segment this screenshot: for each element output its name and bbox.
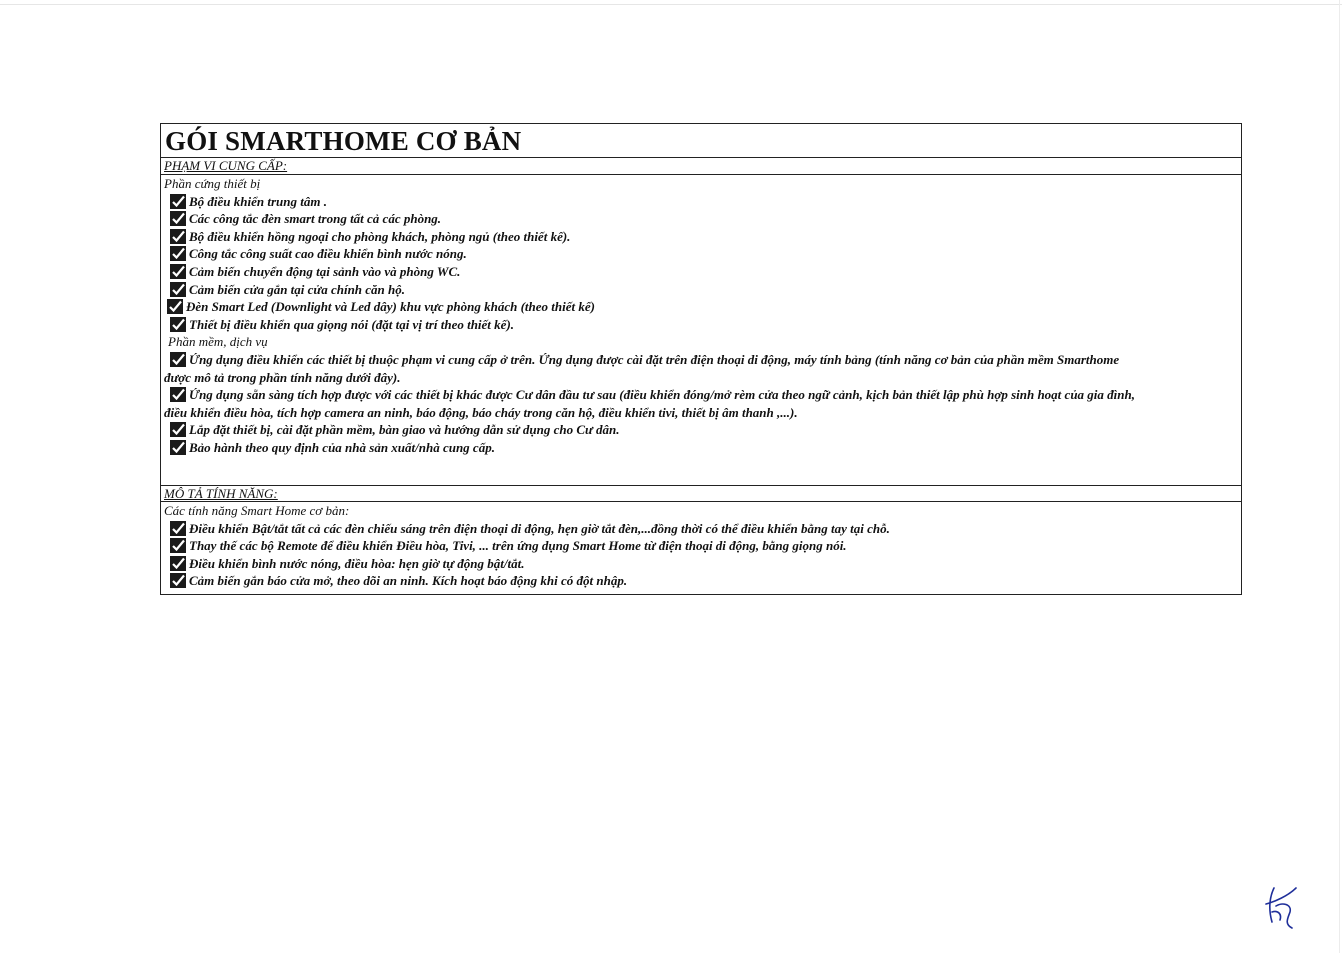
checked-box-icon	[170, 538, 186, 553]
list-item	[164, 316, 1237, 334]
list-item	[164, 439, 1237, 457]
hardware-heading: Phần cứng thiết bị	[164, 176, 261, 191]
hardware-item-7: Đèn Smart Led (Downlight và Led dây) khu vực phòng khách (theo thiết kế)	[186, 299, 595, 315]
hardware-item-6: Cảm biến cửa gắn tại cửa chính căn hộ.	[189, 281, 406, 297]
hardware-item-8: Thiết bị điều khiển qua giọng nói (đặt tại vị trí theo thiết kế).	[189, 316, 515, 332]
page-edge-right	[1339, 0, 1340, 953]
checked-box-icon	[170, 387, 186, 402]
software-item-1-line2: được mô tả trong phần tính năng dưới đây).	[164, 369, 401, 385]
list-item	[164, 537, 1237, 555]
list-item	[164, 421, 1237, 439]
list-item	[164, 572, 1237, 590]
checked-box-icon	[170, 194, 186, 209]
checked-box-icon	[170, 282, 186, 297]
list-item	[164, 228, 1237, 246]
hardware-item-3: Bộ điều khiển hồng ngoại cho phòng khách, phòng ngủ (theo thiết kế).	[189, 228, 571, 244]
checked-box-icon	[170, 422, 186, 437]
feature-item-1: Điều khiển Bật/tắt tất cả các đèn chiếu sáng trên điện thoại di động, hẹn giờ tắt đèn,...đồng thời có thể điều khiển bằng tay tại chỗ.	[189, 520, 890, 536]
hardware-item-1: Bộ điều khiển trung tâm .	[189, 193, 327, 209]
features-heading: Các tính năng Smart Home cơ bản:	[164, 503, 350, 518]
feature-item-2: Thay thế các bộ Remote để điều khiển Điều hòa, Tivi, ... trên ứng dụng Smart Home từ điện thoại di động, bằng giọng nói.	[189, 538, 847, 554]
list-item	[164, 245, 1237, 263]
list-item	[164, 210, 1237, 228]
list-item	[164, 263, 1237, 281]
page-edge	[0, 4, 1342, 5]
features-body	[161, 502, 1241, 595]
software-heading: Phần mềm, dịch vụ	[168, 334, 268, 350]
checked-box-icon	[170, 440, 186, 455]
software-item-2-line2: điều khiển điều hòa, tích hợp camera an ninh, báo động, báo cháy trong căn hộ, điều khiển tivi, thiết bị âm thanh ,...).	[164, 404, 798, 420]
checked-box-icon	[170, 521, 186, 536]
hardware-item-2: Các công tắc đèn smart trong tất cả các phòng.	[189, 211, 442, 227]
list-item	[164, 520, 1237, 538]
checked-box-icon	[170, 246, 186, 261]
document-title: GÓI SMARTHOME CƠ BẢN	[161, 124, 1241, 158]
checked-box-icon	[170, 211, 186, 226]
hardware-item-4: Công tắc công suất cao điều khiển bình nước nóng.	[189, 246, 467, 262]
list-item	[164, 298, 1237, 316]
list-item	[164, 193, 1237, 211]
hardware-item-5: Cảm biến chuyển động tại sảnh vào và phòng WC.	[189, 263, 461, 279]
checked-box-icon	[167, 299, 183, 314]
checked-box-icon	[170, 264, 186, 279]
features-header: MÔ TẢ TÍNH NĂNG:	[161, 485, 1241, 502]
scope-header: PHẠM VI CUNG CẤP:	[161, 158, 1241, 175]
feature-item-3: Điều khiển bình nước nóng, điều hòa: hẹn giờ tự động bật/tắt.	[189, 555, 525, 571]
checked-box-icon	[170, 573, 186, 588]
checked-box-icon	[170, 229, 186, 244]
software-item-1-line1: Ứng dụng điều khiển các thiết bị thuộc phạm vi cung cấp ở trên. Ứng dụng được cài đặt trên điện thoại di động, máy tính bảng (tính năng cơ bản của phần mềm Smarthome	[189, 351, 1120, 367]
software-item-3: Lắp đặt thiết bị, cài đặt phần mềm, bàn giao và hướng dẫn sử dụng cho Cư dân.	[189, 422, 620, 438]
list-item	[164, 281, 1237, 299]
scope-body	[161, 175, 1241, 485]
list-item	[164, 351, 1237, 386]
checked-box-icon	[170, 556, 186, 571]
list-item	[164, 555, 1237, 573]
document-table	[160, 123, 1242, 595]
checked-box-icon	[170, 352, 186, 367]
checked-box-icon	[170, 317, 186, 332]
software-item-4: Bảo hành theo quy định của nhà sản xuất/nhà cung cấp.	[189, 439, 495, 455]
signature-mark	[1262, 882, 1302, 930]
feature-item-4: Cảm biến gắn báo cửa mở, theo dõi an ninh. Kích hoạt báo động khi có đột nhập.	[189, 573, 628, 589]
software-item-2-line1: Ứng dụng sẵn sàng tích hợp được với các thiết bị khác được Cư dân đầu tư sau (điều khiển đóng/mở rèm cửa theo ngữ cảnh, kịch bản thiết lập phù hợp sinh hoạt của gia đình,	[189, 387, 1135, 403]
list-item	[164, 386, 1237, 421]
